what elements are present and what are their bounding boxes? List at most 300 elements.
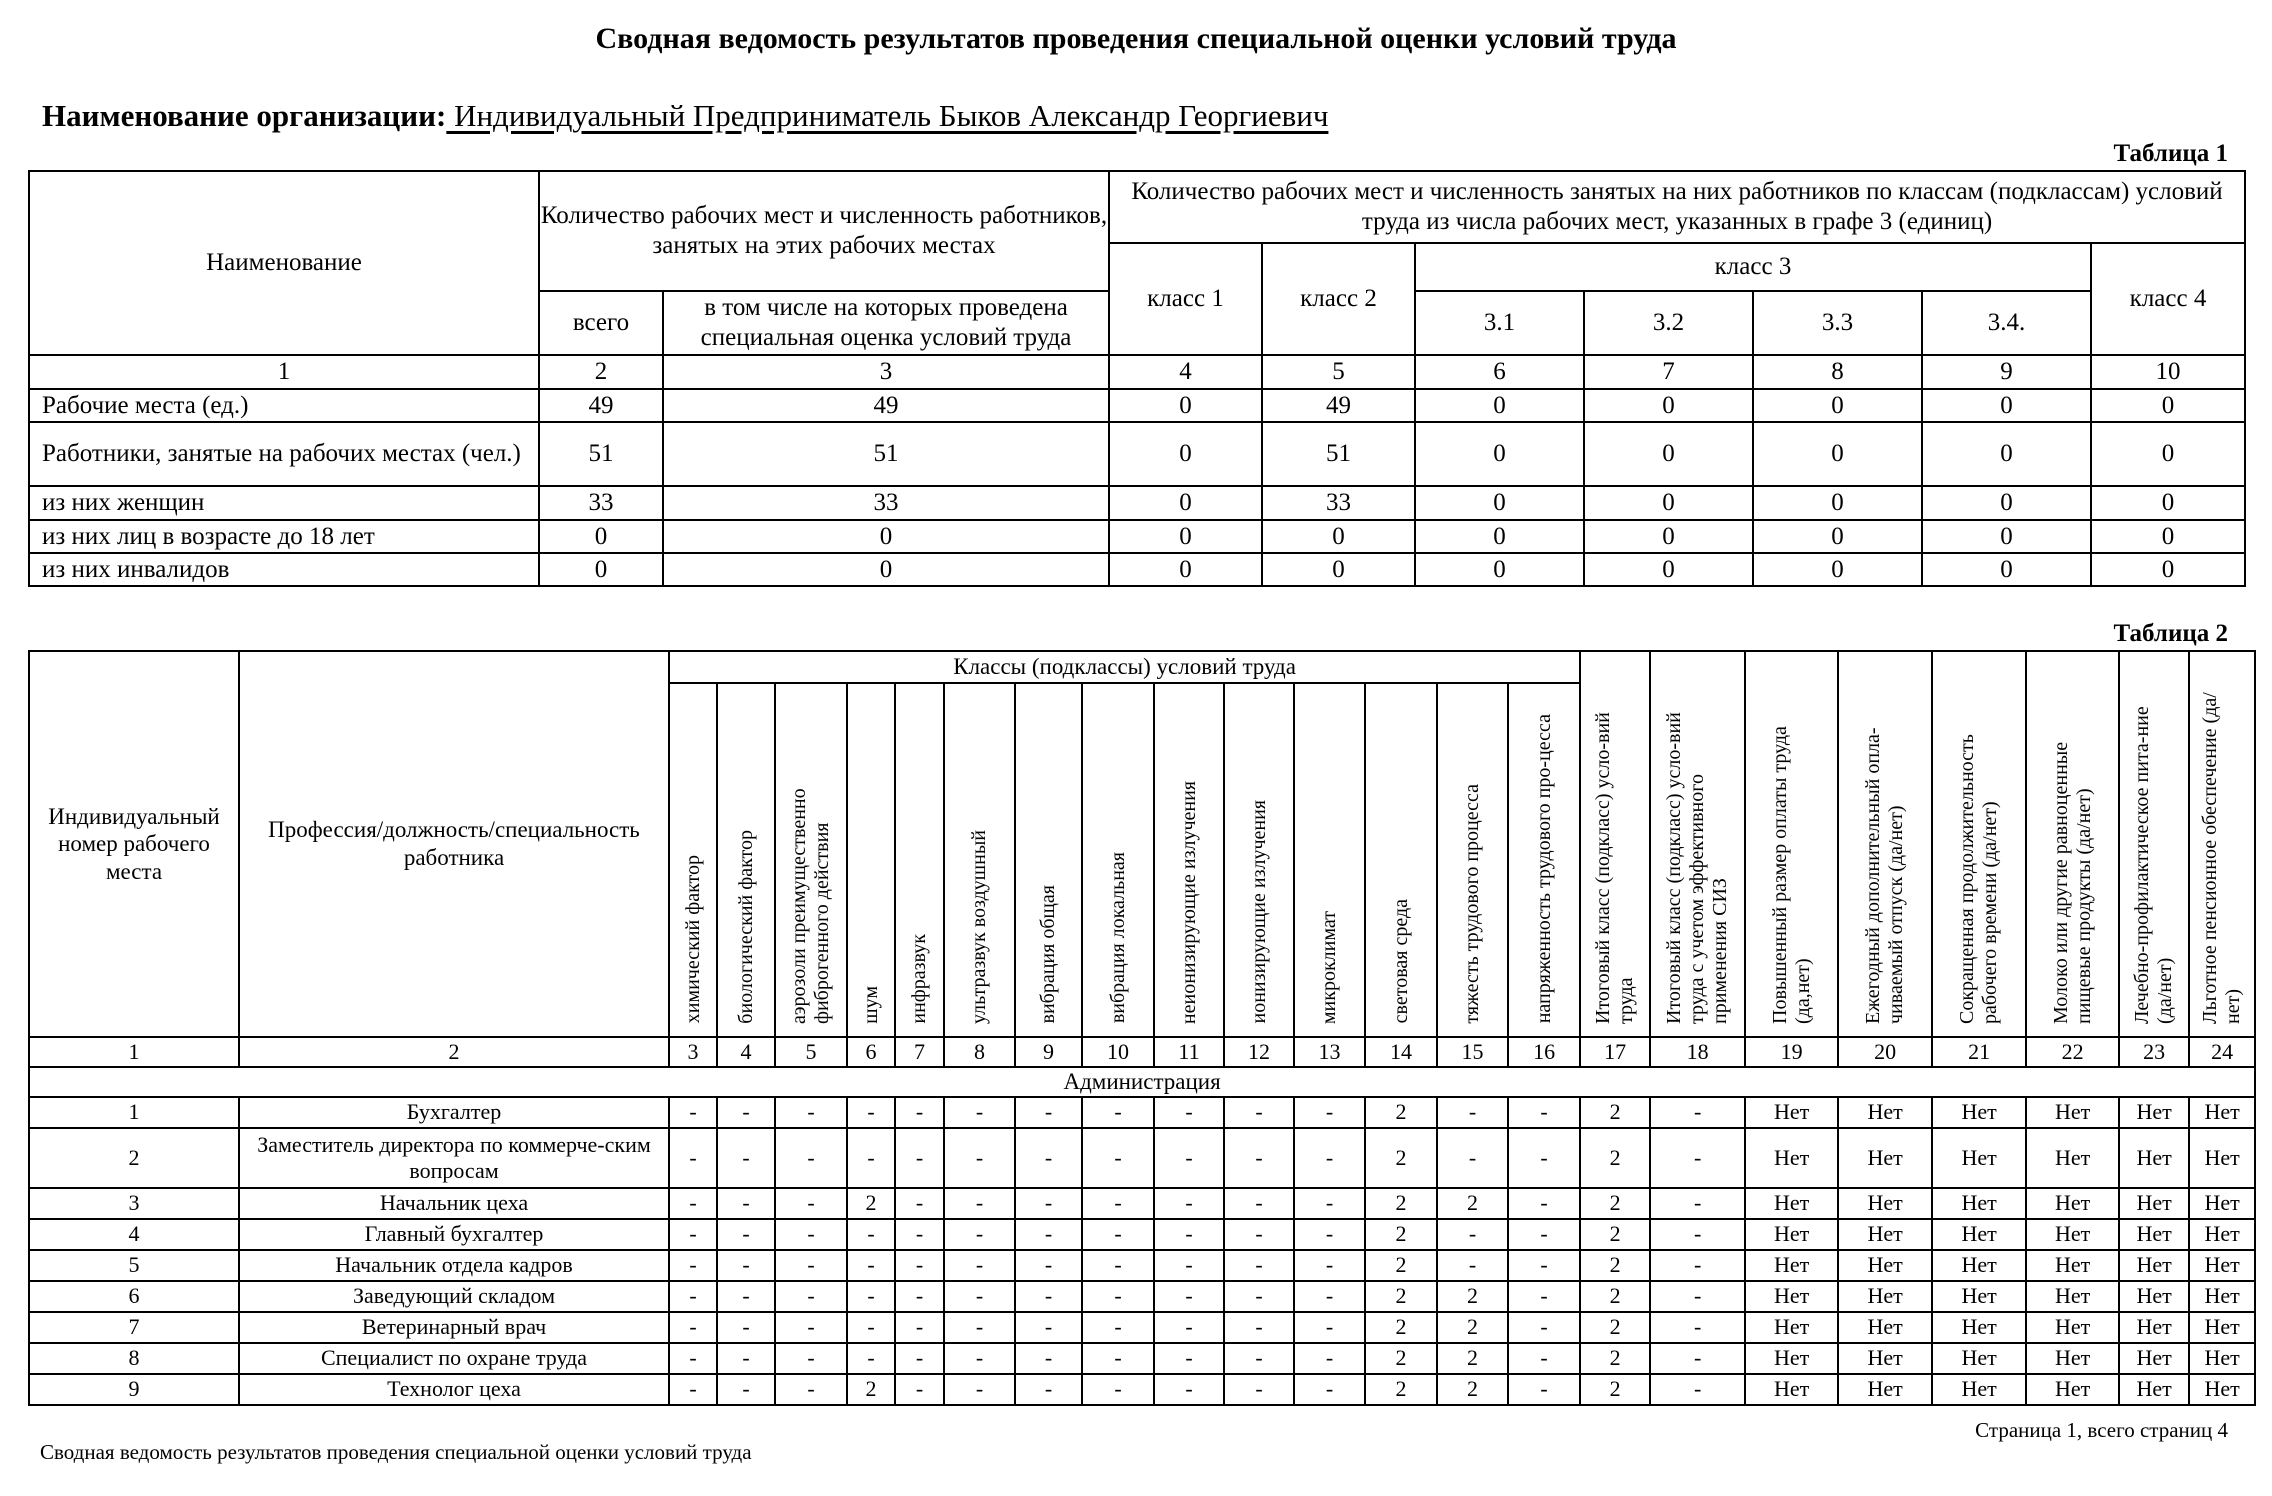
cell-value: - xyxy=(1224,1343,1294,1374)
cell-value: - xyxy=(1437,1250,1508,1281)
cell-value: - xyxy=(1294,1374,1365,1405)
table-row xyxy=(29,389,2245,422)
row-value: 0 xyxy=(1753,553,1922,586)
cell-value: - xyxy=(1082,1188,1154,1219)
header-factor-11 xyxy=(1154,683,1224,1037)
cell-value: Нет xyxy=(1838,1250,1932,1281)
workplace-id: 3 xyxy=(29,1188,239,1219)
column-number: 16 xyxy=(1508,1037,1580,1067)
column-number: 22 xyxy=(2026,1037,2119,1067)
cell-value: - xyxy=(1224,1097,1294,1128)
column-number: 2 xyxy=(539,355,663,389)
row-value: 0 xyxy=(1922,422,2091,486)
workplace-id: 8 xyxy=(29,1343,239,1374)
cell-value: 2 xyxy=(1580,1374,1650,1405)
workplace-id: 6 xyxy=(29,1281,239,1312)
header-extra-text: Итоговый класс (подкласс) усло-вий труда с учетом эффективного применения СИЗ xyxy=(1663,711,1732,1024)
cell-value: Нет xyxy=(1745,1281,1838,1312)
row-value: 33 xyxy=(663,486,1109,520)
document-title: Сводная ведомость результатов проведения специальной оценки условий труда xyxy=(595,22,1677,55)
cell-value: - xyxy=(847,1343,895,1374)
header-factor-text: неионизирующие излучения xyxy=(1177,780,1200,1024)
row-value: 0 xyxy=(1415,389,1584,422)
cell-value: - xyxy=(1082,1281,1154,1312)
row-label: из них женщин xyxy=(29,486,539,520)
cell-value: - xyxy=(1650,1188,1745,1219)
cell-value: Нет xyxy=(1745,1188,1838,1219)
header-class3: класс 3 xyxy=(1415,243,2091,291)
cell-value: - xyxy=(1437,1219,1508,1250)
cell-value: - xyxy=(669,1219,717,1250)
cell-value: - xyxy=(1154,1219,1224,1250)
cell-value: - xyxy=(1224,1374,1294,1405)
cell-value: - xyxy=(1154,1343,1224,1374)
cell-value: - xyxy=(895,1128,944,1188)
cell-value: 2 xyxy=(1365,1250,1437,1281)
cell-value: Нет xyxy=(2119,1128,2189,1188)
cell-value: - xyxy=(775,1281,847,1312)
cell-value: 2 xyxy=(1580,1250,1650,1281)
header-factor-6 xyxy=(847,683,895,1037)
column-number: 21 xyxy=(1932,1037,2026,1067)
cell-value: 2 xyxy=(1580,1188,1650,1219)
column-number: 10 xyxy=(2091,355,2245,389)
header-assessed: в том числе на которых проведена специальная оценка условий труда xyxy=(663,291,1109,355)
header-extra-text: Сокращенная продолжительность рабочего времени (да/нет) xyxy=(1956,733,2002,1024)
header-workplaces-total: Количество рабочих мест и численность работников, занятых на этих рабочих местах xyxy=(539,171,1109,291)
cell-value: - xyxy=(1294,1097,1365,1128)
table-row xyxy=(29,1128,2255,1188)
profession-name: Заведующий складом xyxy=(239,1281,669,1312)
cell-value: - xyxy=(1508,1219,1580,1250)
header-factor-text: микроклимат xyxy=(1318,910,1340,1024)
row-value: 49 xyxy=(663,389,1109,422)
workplace-id: 4 xyxy=(29,1219,239,1250)
table-row xyxy=(29,520,2245,553)
cell-value: Нет xyxy=(1932,1250,2026,1281)
cell-value: - xyxy=(717,1219,775,1250)
row-value: 0 xyxy=(1109,553,1262,586)
row-value: 0 xyxy=(1584,422,1753,486)
column-number: 13 xyxy=(1294,1037,1365,1067)
header-factor-10 xyxy=(1082,683,1154,1037)
cell-value: - xyxy=(717,1312,775,1343)
cell-value: - xyxy=(1015,1188,1082,1219)
cell-value: - xyxy=(944,1374,1015,1405)
cell-value: Нет xyxy=(1745,1128,1838,1188)
cell-value: Нет xyxy=(1932,1374,2026,1405)
cell-value: 2 xyxy=(1580,1128,1650,1188)
cell-value: 2 xyxy=(1437,1281,1508,1312)
row-value: 0 xyxy=(2091,553,2245,586)
column-number: 6 xyxy=(847,1037,895,1067)
cell-value: - xyxy=(1294,1250,1365,1281)
header-factor-text: химический фактор xyxy=(681,855,704,1024)
row-value: 0 xyxy=(1753,486,1922,520)
cell-value: Нет xyxy=(2026,1312,2119,1343)
column-number: 4 xyxy=(717,1037,775,1067)
cell-value: Нет xyxy=(2026,1219,2119,1250)
header-factor-5 xyxy=(775,683,847,1037)
cell-value: - xyxy=(717,1343,775,1374)
table-row xyxy=(29,1343,2255,1374)
cell-value: Нет xyxy=(2026,1188,2119,1219)
header-class3-2: 3.2 xyxy=(1584,291,1753,355)
cell-value: - xyxy=(944,1312,1015,1343)
cell-value: - xyxy=(1154,1188,1224,1219)
cell-value: - xyxy=(895,1374,944,1405)
column-number: 5 xyxy=(1262,355,1415,389)
cell-value: - xyxy=(1154,1250,1224,1281)
header-factor-7 xyxy=(895,683,944,1037)
row-value: 0 xyxy=(1922,389,2091,422)
cell-value: 2 xyxy=(1437,1343,1508,1374)
workplace-id: 5 xyxy=(29,1250,239,1281)
row-value: 0 xyxy=(1415,553,1584,586)
cell-value: - xyxy=(1015,1374,1082,1405)
cell-value: - xyxy=(1015,1312,1082,1343)
cell-value: Нет xyxy=(1838,1097,1932,1128)
cell-value: - xyxy=(717,1188,775,1219)
row-value: 0 xyxy=(2091,422,2245,486)
row-label: Рабочие места (ед.) xyxy=(29,389,539,422)
header-factor-13 xyxy=(1294,683,1365,1037)
row-value: 0 xyxy=(1584,520,1753,553)
page-counter: Страница 1, всего страниц 4 xyxy=(1975,1418,2228,1442)
cell-value: - xyxy=(1082,1097,1154,1128)
cell-value: - xyxy=(1154,1312,1224,1343)
header-factor-text: вибрация локальная xyxy=(1106,852,1129,1024)
header-extra-text: Итоговый класс (подкласс) усло-вий труда xyxy=(1592,711,1638,1024)
header-factor-9 xyxy=(1015,683,1082,1037)
header-extra-18 xyxy=(1650,651,1745,1037)
cell-value: Нет xyxy=(2189,1097,2255,1128)
cell-value: Нет xyxy=(2119,1374,2189,1405)
section-header: Администрация xyxy=(29,1067,2255,1097)
header-class3-3: 3.3 xyxy=(1753,291,1922,355)
header-factor-text: ионизирующие излучения xyxy=(1247,800,1270,1024)
cell-value: - xyxy=(847,1219,895,1250)
row-value: 0 xyxy=(2091,486,2245,520)
cell-value: 2 xyxy=(1580,1219,1650,1250)
cell-value: - xyxy=(1650,1097,1745,1128)
column-number: 1 xyxy=(29,355,539,389)
cell-value: - xyxy=(1508,1343,1580,1374)
cell-value: - xyxy=(895,1281,944,1312)
cell-value: - xyxy=(775,1374,847,1405)
workplace-id: 7 xyxy=(29,1312,239,1343)
profession-name: Главный бухгалтер xyxy=(239,1219,669,1250)
cell-value: Нет xyxy=(2026,1343,2119,1374)
column-number: 9 xyxy=(1015,1037,1082,1067)
cell-value: - xyxy=(944,1343,1015,1374)
cell-value: - xyxy=(895,1219,944,1250)
row-value: 0 xyxy=(1753,389,1922,422)
cell-value: Нет xyxy=(1745,1343,1838,1374)
cell-value: Нет xyxy=(1745,1374,1838,1405)
cell-value: - xyxy=(717,1281,775,1312)
cell-value: - xyxy=(1224,1312,1294,1343)
cell-value: - xyxy=(1015,1097,1082,1128)
cell-value: - xyxy=(1082,1219,1154,1250)
cell-value: 2 xyxy=(1580,1281,1650,1312)
cell-value: - xyxy=(1015,1219,1082,1250)
cell-value: Нет xyxy=(2189,1219,2255,1250)
profession-name: Ветеринарный врач xyxy=(239,1312,669,1343)
row-value: 0 xyxy=(1922,520,2091,553)
header-extra-24 xyxy=(2189,651,2255,1037)
cell-value: - xyxy=(1082,1250,1154,1281)
header-factor-16 xyxy=(1508,683,1580,1037)
organization-line xyxy=(42,98,1328,134)
cell-value: - xyxy=(1650,1219,1745,1250)
cell-value: Нет xyxy=(2119,1281,2189,1312)
workplace-id: 2 xyxy=(29,1128,239,1188)
cell-value: Нет xyxy=(2026,1281,2119,1312)
row-value: 0 xyxy=(1109,422,1262,486)
column-number: 24 xyxy=(2189,1037,2255,1067)
cell-value: - xyxy=(895,1097,944,1128)
cell-value: - xyxy=(1294,1312,1365,1343)
summary-table xyxy=(28,170,2246,587)
header-class1: класс 1 xyxy=(1109,243,1262,355)
cell-value: Нет xyxy=(1838,1188,1932,1219)
cell-value: - xyxy=(1508,1250,1580,1281)
cell-value: 2 xyxy=(1437,1188,1508,1219)
cell-value: Нет xyxy=(1745,1250,1838,1281)
column-number-row xyxy=(29,1037,2255,1067)
row-value: 0 xyxy=(1262,520,1415,553)
cell-value: Нет xyxy=(1932,1097,2026,1128)
row-value: 51 xyxy=(1262,422,1415,486)
cell-value: Нет xyxy=(1932,1312,2026,1343)
cell-value: 2 xyxy=(1365,1281,1437,1312)
workplace-table xyxy=(28,650,2256,1406)
header-factor-text: ультразвук воздушный xyxy=(968,829,990,1024)
table-row xyxy=(29,1219,2255,1250)
column-number: 18 xyxy=(1650,1037,1745,1067)
row-value: 0 xyxy=(663,553,1109,586)
cell-value: - xyxy=(717,1097,775,1128)
cell-value: - xyxy=(1082,1343,1154,1374)
cell-value: - xyxy=(1650,1343,1745,1374)
cell-value: - xyxy=(1154,1097,1224,1128)
row-value: 0 xyxy=(1753,422,1922,486)
cell-value: - xyxy=(1224,1281,1294,1312)
row-value: 0 xyxy=(1922,553,2091,586)
cell-value: Нет xyxy=(1932,1188,2026,1219)
cell-value: - xyxy=(669,1281,717,1312)
column-number: 3 xyxy=(669,1037,717,1067)
cell-value: - xyxy=(669,1312,717,1343)
cell-value: - xyxy=(775,1312,847,1343)
row-label: Работники, занятые на рабочих местах (чел.) xyxy=(29,422,539,486)
cell-value: Нет xyxy=(2189,1250,2255,1281)
row-label: из них лиц в возрасте до 18 лет xyxy=(29,520,539,553)
row-value: 0 xyxy=(1415,422,1584,486)
table-row xyxy=(29,422,2245,486)
cell-value: Нет xyxy=(2189,1188,2255,1219)
cell-value: - xyxy=(944,1128,1015,1188)
cell-value: 2 xyxy=(1580,1343,1650,1374)
cell-value: Нет xyxy=(2189,1312,2255,1343)
cell-value: 2 xyxy=(1365,1219,1437,1250)
cell-value: - xyxy=(669,1250,717,1281)
cell-value: - xyxy=(669,1128,717,1188)
header-factor-text: световая среда xyxy=(1389,899,1412,1024)
cell-value: 2 xyxy=(1365,1374,1437,1405)
column-number: 12 xyxy=(1224,1037,1294,1067)
row-value: 33 xyxy=(539,486,663,520)
organization-label: Наименование организации: xyxy=(42,98,447,133)
cell-value: 2 xyxy=(1437,1374,1508,1405)
cell-value: 2 xyxy=(1580,1097,1650,1128)
row-value: 0 xyxy=(1922,486,2091,520)
cell-value: - xyxy=(717,1128,775,1188)
column-number: 15 xyxy=(1437,1037,1508,1067)
cell-value: - xyxy=(1154,1128,1224,1188)
header-factor-8 xyxy=(944,683,1015,1037)
cell-value: Нет xyxy=(1745,1312,1838,1343)
column-number: 9 xyxy=(1922,355,2091,389)
cell-value: - xyxy=(1508,1374,1580,1405)
cell-value: Нет xyxy=(2189,1343,2255,1374)
column-number: 14 xyxy=(1365,1037,1437,1067)
cell-value: 2 xyxy=(847,1374,895,1405)
row-value: 0 xyxy=(1109,389,1262,422)
footer-doc-title: Сводная ведомость результатов проведения специальной оценки условий труда xyxy=(40,1440,752,1464)
cell-value: Нет xyxy=(1932,1281,2026,1312)
row-value: 0 xyxy=(1262,553,1415,586)
cell-value: - xyxy=(775,1250,847,1281)
cell-value: Нет xyxy=(1745,1097,1838,1128)
cell-value: - xyxy=(1294,1188,1365,1219)
cell-value: - xyxy=(895,1188,944,1219)
cell-value: Нет xyxy=(2189,1281,2255,1312)
row-value: 0 xyxy=(2091,389,2245,422)
cell-value: - xyxy=(895,1250,944,1281)
column-number: 5 xyxy=(775,1037,847,1067)
cell-value: - xyxy=(1437,1097,1508,1128)
header-by-class: Количество рабочих мест и численность занятых на них работников по классам (подклассам) условий труда из числа рабочих мест, указанных в графе 3 (единиц) xyxy=(1109,171,2245,243)
cell-value: Нет xyxy=(1838,1219,1932,1250)
cell-value: - xyxy=(775,1343,847,1374)
cell-value: - xyxy=(775,1188,847,1219)
cell-value: Нет xyxy=(2119,1312,2189,1343)
header-factor-text: биологический фактор xyxy=(734,829,757,1024)
cell-value: - xyxy=(1508,1281,1580,1312)
workplace-id: 9 xyxy=(29,1374,239,1405)
cell-value: - xyxy=(717,1374,775,1405)
cell-value: - xyxy=(1650,1374,1745,1405)
cell-value: - xyxy=(1508,1312,1580,1343)
table-row xyxy=(29,1250,2255,1281)
cell-value: - xyxy=(1015,1343,1082,1374)
row-value: 51 xyxy=(663,422,1109,486)
cell-value: - xyxy=(895,1343,944,1374)
header-extra-21 xyxy=(1932,651,2026,1037)
cell-value: Нет xyxy=(2189,1374,2255,1405)
header-factor-text: аэрозоли преимущественно фиброгенного действия xyxy=(788,788,833,1024)
cell-value: - xyxy=(1015,1250,1082,1281)
column-number: 8 xyxy=(944,1037,1015,1067)
row-label: из них инвалидов xyxy=(29,553,539,586)
header-factor-text: шум xyxy=(859,985,882,1024)
cell-value: - xyxy=(1015,1281,1082,1312)
row-value: 0 xyxy=(1415,486,1584,520)
row-value: 0 xyxy=(539,553,663,586)
header-factor-12 xyxy=(1224,683,1294,1037)
cell-value: - xyxy=(1437,1128,1508,1188)
cell-value: Нет xyxy=(1745,1219,1838,1250)
row-value: 0 xyxy=(1584,486,1753,520)
table-row xyxy=(29,1374,2255,1405)
column-number: 11 xyxy=(1154,1037,1224,1067)
header-factor-4 xyxy=(717,683,775,1037)
cell-value: Нет xyxy=(2026,1128,2119,1188)
column-number: 6 xyxy=(1415,355,1584,389)
header-extra-19 xyxy=(1745,651,1838,1037)
header-total: всего xyxy=(539,291,663,355)
row-value: 0 xyxy=(1753,520,1922,553)
cell-value: - xyxy=(775,1219,847,1250)
table1-label: Таблица 1 xyxy=(2113,140,2228,167)
cell-value: - xyxy=(944,1250,1015,1281)
cell-value: Нет xyxy=(2119,1219,2189,1250)
cell-value: Нет xyxy=(1932,1128,2026,1188)
row-value: 49 xyxy=(539,389,663,422)
cell-value: - xyxy=(847,1128,895,1188)
profession-name: Заместитель директора по коммерче-ским вопросам xyxy=(239,1128,669,1188)
cell-value: 2 xyxy=(1365,1343,1437,1374)
row-value: 51 xyxy=(539,422,663,486)
cell-value: Нет xyxy=(2119,1188,2189,1219)
row-value: 0 xyxy=(2091,520,2245,553)
profession-name: Бухгалтер xyxy=(239,1097,669,1128)
cell-value: Нет xyxy=(2119,1250,2189,1281)
row-value: 0 xyxy=(1109,486,1262,520)
cell-value: Нет xyxy=(2026,1374,2119,1405)
column-number: 2 xyxy=(239,1037,669,1067)
column-number: 7 xyxy=(1584,355,1753,389)
workplace-id: 1 xyxy=(29,1097,239,1128)
cell-value: - xyxy=(1650,1250,1745,1281)
cell-value: - xyxy=(775,1097,847,1128)
header-extra-20 xyxy=(1838,651,1932,1037)
cell-value: 2 xyxy=(1437,1312,1508,1343)
cell-value: - xyxy=(895,1312,944,1343)
header-class2: класс 2 xyxy=(1262,243,1415,355)
header-extra-17 xyxy=(1580,651,1650,1037)
cell-value: - xyxy=(669,1374,717,1405)
column-number: 23 xyxy=(2119,1037,2189,1067)
cell-value: - xyxy=(1082,1128,1154,1188)
table-row xyxy=(29,1281,2255,1312)
header-factor-text: вибрация общая xyxy=(1037,885,1059,1024)
cell-value: 2 xyxy=(1580,1312,1650,1343)
header-factor-text: напряженность трудового про-цесса xyxy=(1532,714,1555,1024)
cell-value: Нет xyxy=(2026,1250,2119,1281)
cell-value: - xyxy=(944,1097,1015,1128)
table-row xyxy=(29,1312,2255,1343)
column-number-row xyxy=(29,355,2245,389)
header-name: Наименование xyxy=(29,171,539,355)
cell-value: Нет xyxy=(1838,1312,1932,1343)
table-row xyxy=(29,486,2245,520)
column-number: 19 xyxy=(1745,1037,1838,1067)
column-number: 20 xyxy=(1838,1037,1932,1067)
row-value: 0 xyxy=(1584,389,1753,422)
